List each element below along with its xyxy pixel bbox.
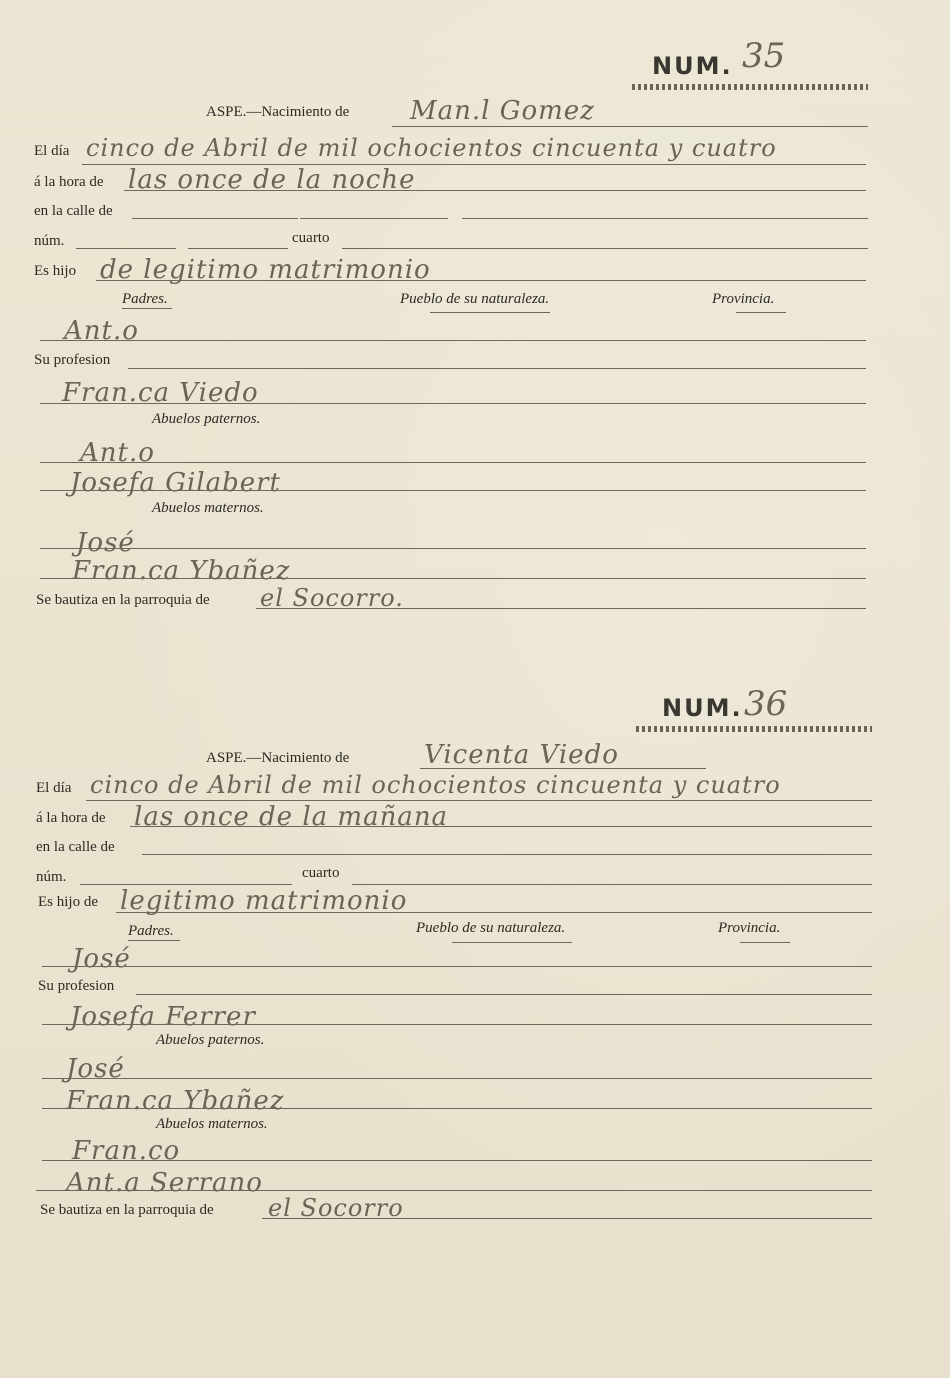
ornament-rule xyxy=(636,726,872,732)
padre-name: José xyxy=(72,944,131,974)
parroquia-name: el Socorro xyxy=(268,1194,404,1222)
abuela-materna-name: Fran.ca Ybañez xyxy=(72,556,291,586)
profesion-label: Su profesion xyxy=(34,352,111,368)
hijo-line xyxy=(116,912,872,913)
madre-line xyxy=(40,403,866,404)
madre-name: Josefa Ferrer xyxy=(70,1002,256,1032)
abuelo-materno-name: Fran.co xyxy=(72,1136,181,1166)
padre-line xyxy=(40,340,866,341)
abuela-paterna-line xyxy=(40,490,866,491)
abuela-paterna-name: Josefa Gilabert xyxy=(70,468,282,498)
hijo-label: Es hijo de xyxy=(38,894,98,910)
padre-name: Ant.o xyxy=(64,316,139,346)
abuelos-paternos-label: Abuelos paternos. xyxy=(156,1032,265,1048)
dia-value: cinco de Abril de mil ochocientos cincuenta y cuatro xyxy=(90,771,781,799)
calle-label: en la calle de xyxy=(34,203,113,219)
padres-label: Padres. xyxy=(122,291,168,307)
record-heading: ASPE.—Nacimiento de xyxy=(206,104,350,120)
hora-label: á la hora de xyxy=(34,174,104,190)
abuela-paterna-line xyxy=(42,1108,872,1109)
record-number-label: NUM. xyxy=(662,694,743,722)
pueblo-underline xyxy=(452,942,572,943)
pueblo-label: Pueblo de su naturaleza. xyxy=(416,920,566,936)
parroquia-line xyxy=(262,1218,872,1219)
num-label: núm. xyxy=(34,233,65,249)
profesion-line xyxy=(136,994,872,995)
hijo-line xyxy=(96,280,866,281)
record-heading: ASPE.—Nacimiento de xyxy=(206,750,350,766)
dia-value: cinco de Abril de mil ochocientos cincuenta y cuatro xyxy=(86,134,777,162)
bautiza-label: Se bautiza en la parroquia de xyxy=(36,592,210,608)
abuela-paterna-name: Fran.ca Ybañez xyxy=(66,1086,285,1116)
madre-line xyxy=(42,1024,872,1025)
abuela-materna-line xyxy=(40,578,866,579)
abuelo-paterno-line xyxy=(40,462,866,463)
child-name: Vicenta Viedo xyxy=(424,740,619,770)
num-line xyxy=(80,884,292,885)
num-label: núm. xyxy=(36,869,67,885)
madre-name: Fran.ca Viedo xyxy=(62,378,259,408)
padres-underline xyxy=(128,940,180,941)
hijo-value: de legitimo matrimonio xyxy=(100,255,431,285)
cuarto-line xyxy=(352,884,872,885)
dia-line xyxy=(86,800,872,801)
abuelo-materno-name: José xyxy=(76,528,135,558)
abuela-materna-name: Ant.a Serrano xyxy=(66,1168,263,1198)
hijo-value: legitimo matrimonio xyxy=(120,886,408,916)
record-number-value: 36 xyxy=(744,684,788,724)
num-line xyxy=(76,248,176,249)
abuelo-paterno-name: Ant.o xyxy=(80,438,155,468)
profesion-label: Su profesion xyxy=(38,978,115,994)
provincia-label: Provincia. xyxy=(718,920,781,936)
provincia-underline xyxy=(740,942,790,943)
cuarto-label: cuarto xyxy=(292,230,330,246)
provincia-label: Provincia. xyxy=(712,291,775,307)
padres-label: Padres. xyxy=(128,923,174,939)
abuela-materna-line xyxy=(36,1190,872,1191)
hora-line xyxy=(130,826,872,827)
hora-value: las once de la noche xyxy=(128,165,416,195)
hora-label: á la hora de xyxy=(36,810,106,826)
calle-line-3 xyxy=(462,218,868,219)
ornament-rule xyxy=(632,84,868,90)
dia-label: El día xyxy=(36,780,72,796)
abuelos-maternos-label: Abuelos maternos. xyxy=(156,1116,268,1132)
name-line xyxy=(420,768,706,769)
calle-line-1 xyxy=(132,218,298,219)
num-line-2 xyxy=(188,248,288,249)
calle-line-2 xyxy=(300,218,448,219)
padre-line xyxy=(42,966,872,967)
provincia-underline xyxy=(736,312,786,313)
hijo-label: Es hijo xyxy=(34,263,77,279)
pueblo-underline xyxy=(430,312,550,313)
dia-label: El día xyxy=(34,143,70,159)
profesion-line xyxy=(128,368,866,369)
parroquia-line xyxy=(256,608,866,609)
abuelos-paternos-label: Abuelos paternos. xyxy=(152,411,261,427)
hora-value: las once de la mañana xyxy=(134,802,449,832)
pueblo-label: Pueblo de su naturaleza. xyxy=(400,291,550,307)
abuelo-materno-line xyxy=(40,548,866,549)
padres-underline xyxy=(122,308,172,309)
abuelo-paterno-line xyxy=(42,1078,872,1079)
cuarto-line xyxy=(342,248,868,249)
calle-label: en la calle de xyxy=(36,839,115,855)
calle-line xyxy=(142,854,872,855)
abuelo-paterno-name: José xyxy=(66,1054,125,1084)
bautiza-label: Se bautiza en la parroquia de xyxy=(40,1202,214,1218)
abuelos-maternos-label: Abuelos maternos. xyxy=(152,500,264,516)
abuelo-materno-line xyxy=(42,1160,872,1161)
cuarto-label: cuarto xyxy=(302,865,340,881)
name-line xyxy=(392,126,868,127)
record-number-value: 35 xyxy=(742,36,786,76)
parroquia-name: el Socorro. xyxy=(260,584,404,612)
record-number-label: NUM. xyxy=(652,52,733,80)
hora-line xyxy=(124,190,866,191)
child-name: Man.l Gomez xyxy=(410,96,595,126)
